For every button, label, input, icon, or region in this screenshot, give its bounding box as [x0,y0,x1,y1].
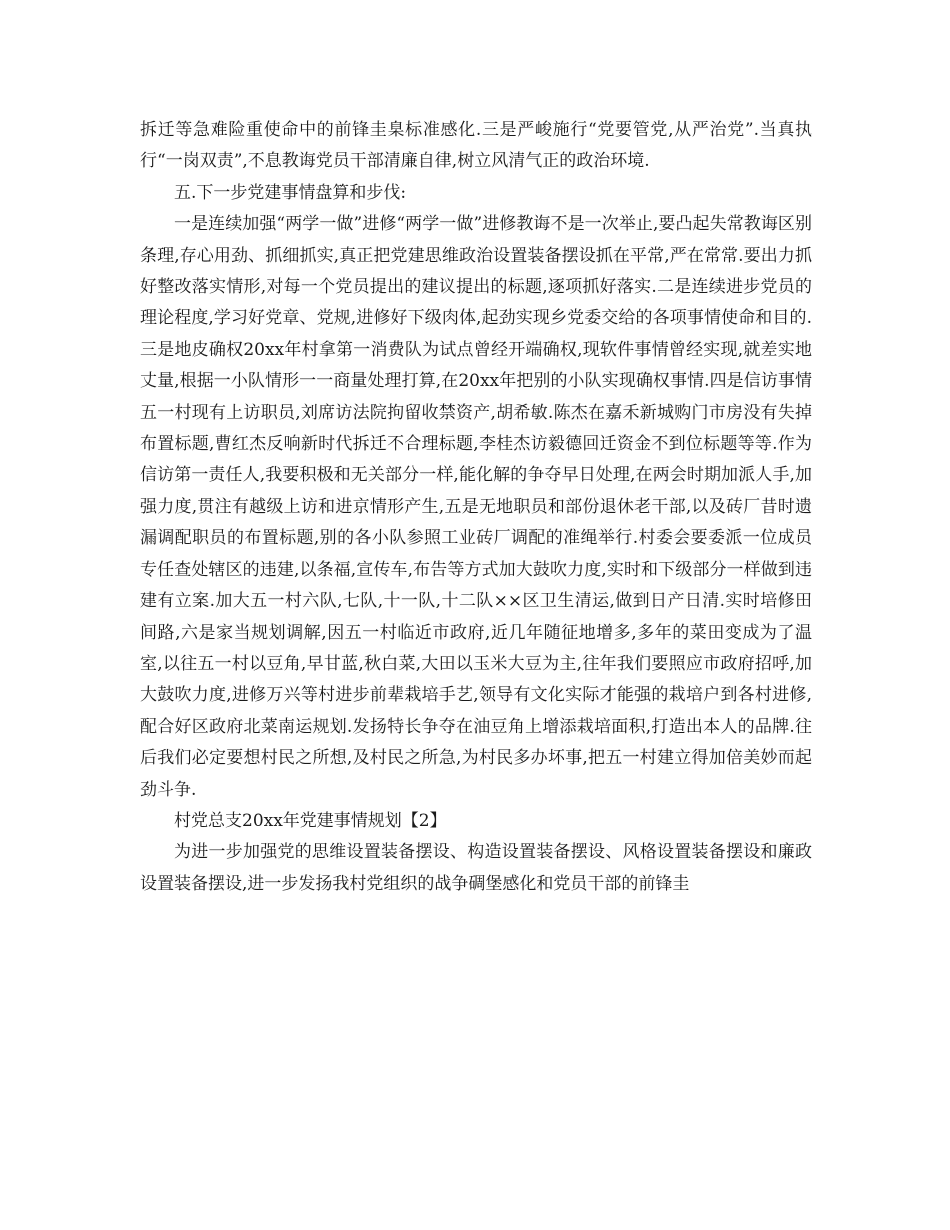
section-heading-next-steps: 五.下一步党建事情盘算和步伐: [174,182,407,203]
section-title-plan-2: 村党总支20xx年党建事情规划【2】 [174,810,447,831]
document-page [140,115,812,900]
paragraph-intro: 为进一步加强党的思维设置装备摆设、构造设置装备摆设、风格设置装备摆设和廉政设置装备摆设,进一步发扬我村党组织的战争碉堡感化和党员干部的前锋圭 [140,842,812,894]
paragraph-continuation: 拆迁等急难险重使命中的前锋圭臬标准感化.三是严峻施行“党要管党,从严治党”.当真执行“一岗双责”,不息教诲党员干部清廉自律,树立风清气正的政治环境. [140,120,812,172]
paragraph-plan-details: 一是连续加强“两学一做”进修“两学一做”进修教诲不是一次举止,要凸起失常教诲区别条理,存心用劲、抓细抓实,真正把党建思维政治设置装备摆设抓在平常,严在常常.要出力抓好整改落实情形,对每一个党员提出的建议提出的标题,逐项抓好落实.二是连续进步党员的理论程度,学习好党章、党规,进修好下级肉体,起劲实现乡党委交给的各项事情使命和目的.三是地皮确权20xx年村拿第一消费队为试点曾经开端确权,现软件事情曾经实现,就差实地丈量,根据一小队情形一一商量处理打算,在20xx年把别的小队实现确权事情.四是信访事情五一村现有上访职员,刘席访法院拘留收禁资产,胡希敏.陈杰在嘉禾新城购门市房没有失掉布置标题,曹红杰反响新时代拆迁不合理标题,李桂杰访毅德回迁资金不到位标题等等.作为信访第一责任人,我要积极和无关部分一样,能化解的争夺早日处理,在两会时期加派人手,加强力度,贯注有越级上访和进京情形产生,五是无地职员和部份退休老干部,以及砖厂昔时遗漏调配职员的布置标题,别的各小队参照工业砖厂调配的准绳举行.村委会要委派一位成员专任查处辖区的违建,以条福,宣传车,布告等方式加大鼓吹力度,实时和下级部分一样做到违建有立案.加大五一村六队,七队,十一队,十二队××区卫生清运,做到日产日清.实时培修田间路,六是家当规划调解,因五一村临近市政府,近几年随征地增多,多年的菜田变成为了温室,以往五一村以豆角,早甘蓝,秋白菜,大田以玉米大豆为主,往年我们要照应市政府招呼,加大鼓吹力度,进修万兴等村进步前辈栽培手艺,领导有文化实际才能强的栽培户到各村进修,配合好区政府北菜南运规划.发扬特长争夺在油豆角上增添栽培面积,打造出本人的品牌.往后我们必定要想村民之所想,及村民之所急,为村民多办坏事,把五一村建立得加倍美妙而起劲斗争. [140,214,812,800]
